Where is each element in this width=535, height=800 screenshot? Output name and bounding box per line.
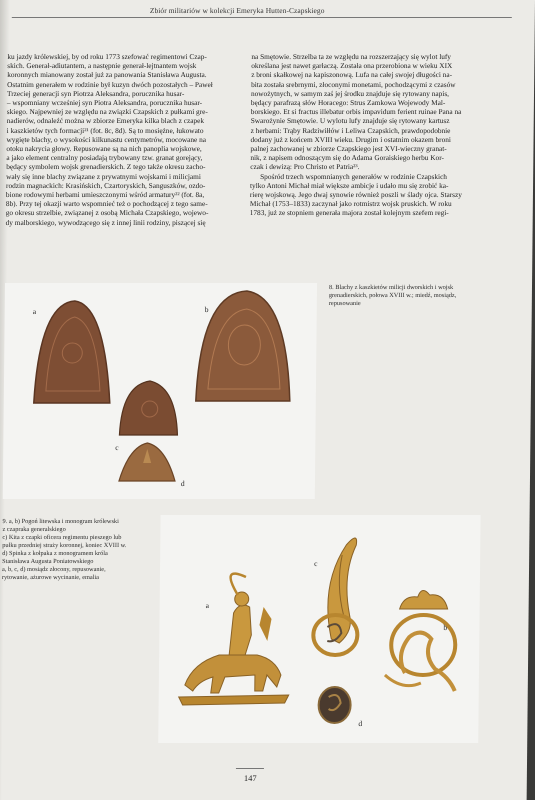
header-rule [12, 17, 512, 18]
text-line: z herbami: Trąby Radziwiłłów i Leliwa Czapskich, prawdopodobnie [250, 125, 451, 135]
royal-monogram-b [385, 590, 456, 691]
photo-8-label-d: d [180, 479, 185, 488]
text-line: c) Kita z czapki oficera regimentu pieszego lub [2, 534, 122, 541]
text-line: go okresu strzelbie, związanej z osobą Michała Czapskiego, wojewo- [5, 208, 209, 218]
text-line: Ostatnim generałem w rodzinie był kuzyn dwóch pozostałych – Paweł [7, 79, 213, 89]
text-line: rierę wojskową. Jego dwaj synowie również poszli w ślady ojca. Starszy [249, 190, 462, 200]
text-line: bita została srebrnymi, złoconymi monetami, pochodzącymi z czasów [251, 79, 456, 89]
text-line: będący parafrazą słów Horacego: Strus Zamkowa Wojewody Mal- [250, 98, 446, 108]
caption-9 [2, 518, 153, 582]
text-line: nowożytnych, w samym zaś jej środku znajduje się rytowany napis, [250, 88, 450, 98]
paragraph-right-2 [250, 172, 495, 218]
text-line: a, b, c, d) mosiądz złocony, repusowanie, [1, 566, 106, 573]
text-line: koronnych mianowany został już za panowania Stanisława Augusta. [7, 70, 207, 80]
photo-9-gilt-ornaments [158, 515, 480, 743]
photo-8-label-a: a [32, 307, 37, 316]
text-line: d) Spinka z kołpaka z monogramem króla [2, 550, 108, 557]
photo-9-illustration [158, 515, 480, 743]
photo-9-label-d: d [358, 719, 363, 728]
text-line: wygięte blachy, o wysokości kilkunastu centymetrów, mocowane na [6, 134, 207, 144]
text-line: Trzeciej generacji syn Piotrza Aleksandra, porucznika husar- [6, 88, 185, 98]
cap-plate-c [119, 381, 178, 435]
photo-9-label-a: a [205, 601, 210, 610]
text-line: Michał (1753–1833) zaczynał jako rotmistrz wojsk pruskich. W roku [249, 199, 452, 209]
text-line: wały się inne blachy związane z prywatnymi wojskami i milicjami [6, 171, 201, 181]
text-line: Stanisława Augusta Poniatowskiego [2, 558, 94, 565]
text-line: a jako element centralny posiadają trybowany tzw. granat gorejący, [6, 153, 203, 163]
page-number: 147 [243, 773, 257, 783]
pogon-rider-a [179, 574, 290, 705]
text-line: Spośród trzech wspomnianych generałów w rodzinie Czapskich [260, 171, 448, 181]
photo-9-label-b: b [443, 623, 448, 632]
text-line: z czapraka generalskiego [2, 526, 66, 533]
text-line: borskiego. Et si fractus illebatur orbis impavidum ferient ruinae Pana na [250, 107, 462, 117]
caption-8: 8. Blachy z kaszkietów milicji dworskich i wojsk grenadierskich, połowa XVIII w.; miedź, mosiądz, repusowanie [328, 284, 457, 307]
text-line: określana jest nawet garłaczą. Została ona przerobiona w wieku XIX [251, 61, 453, 71]
text-line: nadierów, odnaleźć można w zbiorze Emeryka kilka blach z czapek [6, 116, 205, 126]
text-column-right [250, 52, 497, 218]
text-line: ku jazdy królewskiej, by od roku 1773 szefować regimentowi Czap- [7, 52, 207, 61]
page-number-rule [236, 768, 264, 769]
photo-8-cap-plates [3, 283, 317, 499]
text-line: skiego. Najpewniej ze względu na związki Czapskich z pułkami gre- [6, 107, 208, 117]
text-line: 9. a, b) Pogoń litewska i monogram królewski [2, 518, 119, 525]
photo-8-illustration [3, 283, 317, 499]
plume-c [313, 538, 358, 655]
photo-8-label-b: b [204, 305, 209, 314]
text-column-left [6, 52, 236, 227]
paragraph-right-1 [250, 52, 496, 172]
text-line: tylko Antoni Michał miał większe ambicje i udało mu się zrobić ka- [250, 180, 449, 190]
running-header: Zbiór militariów w kolekcji Emeryka Hutten-Czapskiego [149, 6, 325, 15]
photo-8-label-c: c [115, 443, 119, 452]
text-line: – wspomniany wcześniej syn Piotra Aleksandra, porucznika husar- [6, 98, 203, 108]
cap-plate-b [196, 291, 291, 401]
text-line: z broni skałkowej na kapiszonową. Lufa na całej swojej długości na- [251, 70, 453, 80]
text-line: dodany już z końcem XVIII wieku. Drugim i ostatnim okazem broni [250, 134, 452, 144]
text-line: będący symbolem wojsk grenadierskich. Z tego także okresu zacho- [6, 162, 206, 172]
text-line: otoku nakrycia głowy. Repusowane są na nich panoplia wojskowe, [6, 144, 202, 154]
clasp-d [318, 687, 350, 723]
text-line: 1783, już ze stopniem generała majora został kolejnym szefem regi- [249, 208, 449, 218]
text-line: pułku przedniej straży koronnej, koniec XVIII w. [2, 542, 127, 549]
text-line: palnej zachowanej w zbiorze Czapskiego jest XVI-wieczny granat- [250, 144, 447, 154]
text-line: rodzin magnackich: Krasińskich, Czartoryskich, Sanguszków, ozdo- [6, 180, 206, 190]
text-line: i kaszkietów tych formacji²¹ (fot. 8c, 8d). Są to mosiężne, łukowato [6, 125, 204, 135]
text-line: czak i dewizą: Pro Christo et Patria²³. [250, 162, 360, 172]
text-line: Swarożynie Smętowie. U wylotu lufy znajduje się rytowany kartusz [250, 116, 450, 126]
text-line: rytowanie, ażurowe wycinanie, emalia [1, 574, 100, 581]
text-line: na Smętowie. Strzelba ta ze względu na rozszerzający się wylot lufy [251, 52, 452, 61]
text-line: skich. Generał-adiutantem, a następnie generał-lejtnantem wojsk [7, 61, 197, 71]
text-line: 8b). Przy tej okazji warto wspomnieć też o pochodzącej z tego same- [5, 199, 208, 209]
photo-9-label-c: c [314, 559, 318, 568]
text-line: nik, z napisem odnoszącym się do Adama Goraiskiego herbu Kor- [250, 153, 444, 163]
text-line: dy malborskiego, wywodzącego się z innej linii rodziny, piszącej się [5, 217, 206, 227]
text-line: bione rodowymi herbami umieszczonymi wśród armatury²² (fot. 8a, [5, 190, 205, 200]
